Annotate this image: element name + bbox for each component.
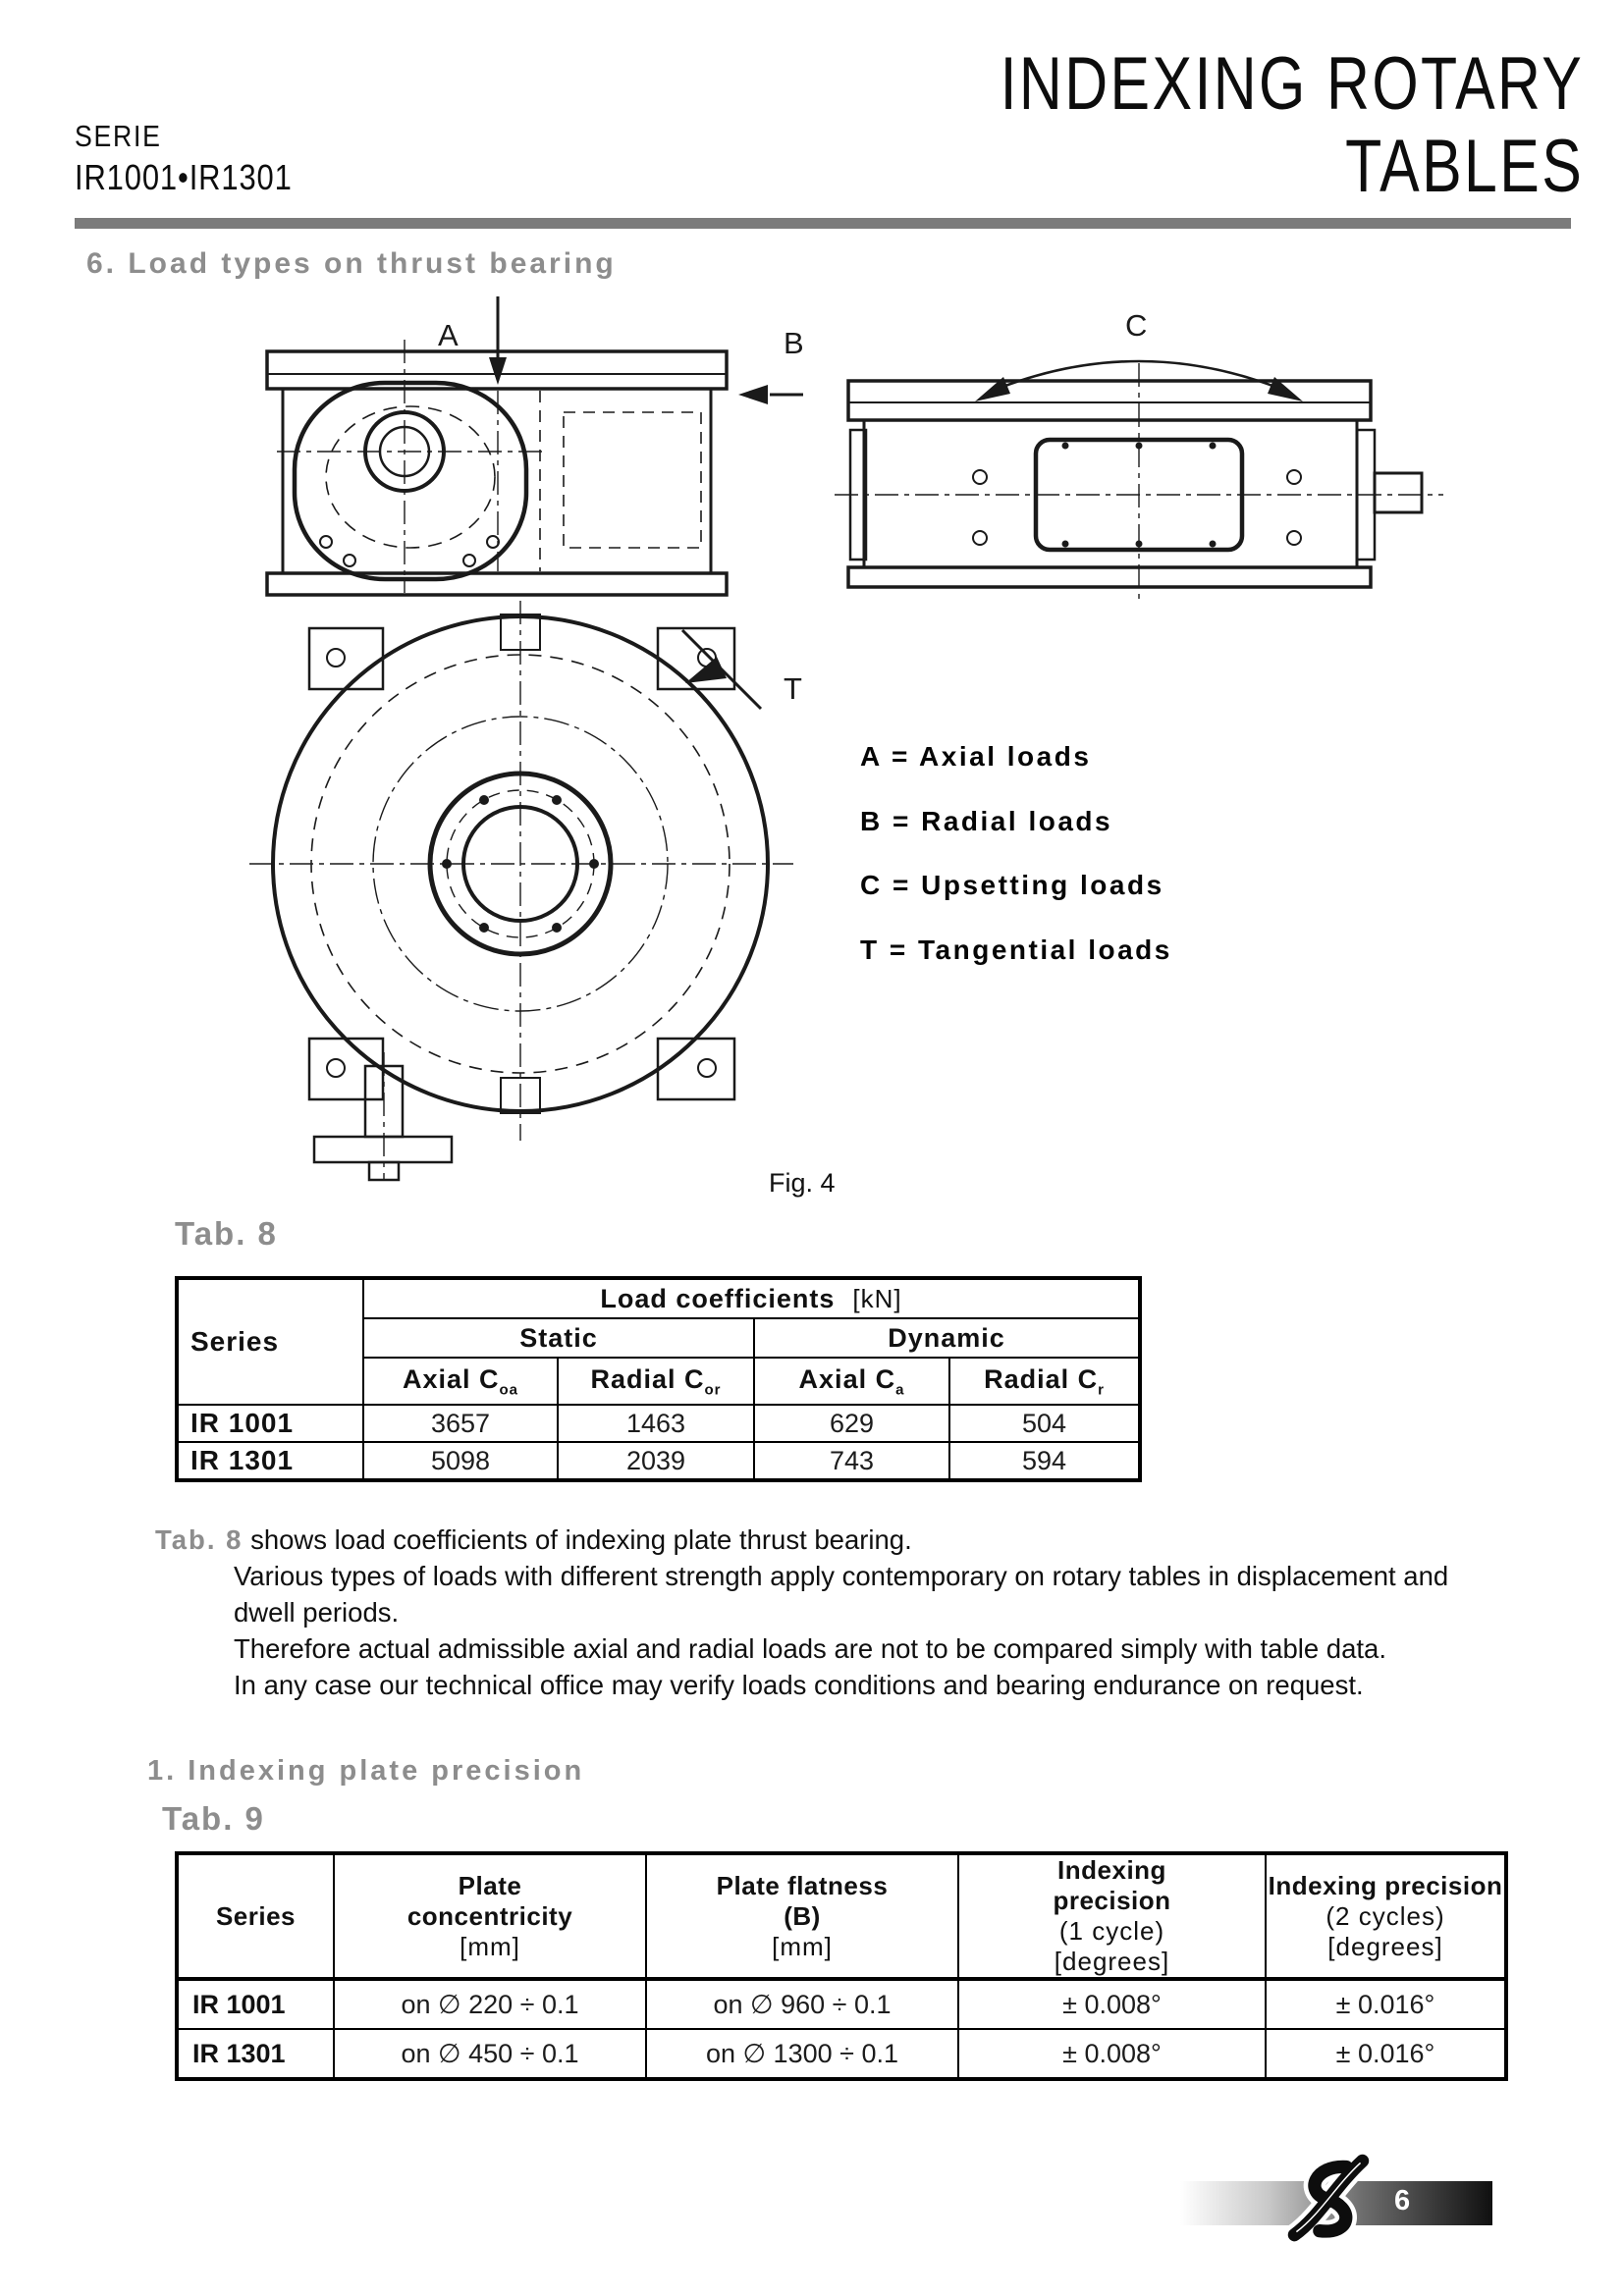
table-row-ir1301 [177, 1442, 1140, 1480]
load-coefficients-unit: [kN] [852, 1283, 902, 1313]
concentricity-cell: on ∅ 220 ÷ 0.1 [334, 1979, 646, 2029]
header-line: Indexing [1057, 1855, 1166, 1885]
brand-knot-logo-icon [1274, 2146, 1384, 2248]
col-header-axial-coa [363, 1358, 558, 1405]
col-header-base: Radial C [590, 1363, 705, 1394]
load-coefficients-table [175, 1276, 1142, 1482]
header-subline: (1 cycle) [1058, 1916, 1165, 1946]
serie-models: IR1001•IR1301 [75, 157, 293, 197]
figure-caption: Fig. 4 [769, 1168, 836, 1198]
load-label-a: A [438, 318, 459, 352]
load-label-c: C [1125, 308, 1148, 343]
note-line: Various types of loads with different strength apply contemporary on rotary tables in displacement and [234, 1561, 1449, 1591]
header-line: (B) [784, 1900, 821, 1931]
note-lead: Tab. 8 [155, 1524, 243, 1555]
col-header-base: Axial C [402, 1363, 500, 1394]
header-divider-bar [75, 218, 1571, 229]
load-coefficients-header-cell [363, 1278, 1140, 1318]
indexing-precision-table [175, 1851, 1508, 2081]
side-view-lateral [835, 363, 1443, 599]
precision2-cell: ± 0.016° [1266, 2029, 1506, 2079]
table-header-row [177, 1853, 1506, 1979]
load-label-b: B [784, 326, 804, 360]
header-unit: [mm] [460, 1931, 520, 1961]
legend-item-tangential: T = Tangential loads [860, 934, 1172, 965]
header-unit: [degrees] [1327, 1931, 1443, 1961]
header-line: Series [215, 1900, 297, 1931]
value-cell: 2039 [558, 1442, 754, 1480]
series-header-cell [177, 1278, 363, 1405]
page-number: 6 [1394, 2185, 1412, 2216]
static-group-header: Static [363, 1318, 754, 1358]
page-title [1000, 43, 1584, 208]
header-line: Plate flatness [716, 1870, 889, 1900]
col-header-base: Radial C [984, 1363, 1099, 1394]
header-line: concentricity [406, 1900, 573, 1931]
note-line: In any case our technical office may verify loads conditions and bearing endurance on request. [234, 1670, 1364, 1700]
col-header-series [177, 1853, 334, 1979]
serie-block [75, 118, 293, 200]
tab9-label: Tab. 9 [162, 1800, 265, 1837]
value-cell: 1463 [558, 1405, 754, 1442]
col-header-base: Axial C [798, 1363, 896, 1394]
series-header-label: Series [190, 1326, 280, 1357]
series-cell: IR 1301 [177, 1442, 363, 1480]
load-coefficients-title: Load coefficients [600, 1283, 836, 1313]
value-cell: 504 [949, 1405, 1140, 1442]
legend-item-upsetting: C = Upsetting loads [860, 870, 1164, 900]
table-row-ir1001 [177, 1405, 1140, 1442]
col-header-precision-1cycle [958, 1853, 1266, 1979]
dynamic-group-header: Dynamic [754, 1318, 1140, 1358]
value-cell: 5098 [363, 1442, 558, 1480]
header-subline: (2 cycles) [1325, 1900, 1445, 1931]
section-heading-indexing-precision: 1. Indexing plate precision [147, 1755, 585, 1787]
value-cell: 743 [754, 1442, 949, 1480]
note-line: dwell periods. [234, 1597, 400, 1628]
legend-item-radial: B = Radial loads [860, 805, 1113, 836]
header-unit: [mm] [772, 1931, 833, 1961]
flatness-cell: on ∅ 960 ÷ 0.1 [646, 1979, 958, 2029]
legend-item-axial: A = Axial loads [860, 741, 1092, 772]
col-header-sub: oa [499, 1381, 519, 1399]
col-header-concentricity [334, 1853, 646, 1979]
serie-label: SERIE [75, 119, 162, 153]
concentricity-cell: on ∅ 450 ÷ 0.1 [334, 2029, 646, 2079]
col-header-sub: a [895, 1381, 905, 1399]
header-line: Plate [458, 1870, 522, 1900]
fig4-technical-drawing [147, 285, 1492, 1183]
precision1-cell: ± 0.008° [958, 2029, 1266, 2079]
section-heading-load-types: 6. Load types on thrust bearing [86, 247, 617, 280]
page-title-line1: INDEXING ROTARY [1000, 42, 1584, 126]
tab8-label: Tab. 8 [175, 1215, 278, 1252]
precision2-cell: ± 0.016° [1266, 1979, 1506, 2029]
col-header-axial-ca [754, 1358, 949, 1405]
table-row-ir1001 [177, 1979, 1506, 2029]
page-title-line2: TABLES [1344, 125, 1584, 208]
load-label-t: T [784, 671, 802, 706]
precision1-cell: ± 0.008° [958, 1979, 1266, 2029]
table-row-ir1301 [177, 2029, 1506, 2079]
col-header-precision-2cycles [1266, 1853, 1506, 1979]
series-cell: IR 1001 [177, 1405, 363, 1442]
flatness-cell: on ∅ 1300 ÷ 0.1 [646, 2029, 958, 2079]
col-header-sub: or [704, 1381, 722, 1399]
header-line: Indexing precision [1268, 1870, 1503, 1900]
header-unit: [degrees] [1054, 1947, 1170, 1976]
col-header-flatness [646, 1853, 958, 1979]
col-header-radial-cor [558, 1358, 754, 1405]
note-line [155, 1522, 1549, 1558]
radial-load-arrow [738, 385, 803, 404]
top-view-plate [249, 601, 793, 1181]
value-cell: 594 [949, 1442, 1140, 1480]
header-line: precision [1053, 1886, 1171, 1915]
col-header-sub: r [1098, 1381, 1105, 1399]
series-cell: IR 1301 [177, 2029, 334, 2079]
axial-load-arrow [489, 296, 507, 385]
load-legend [860, 724, 1172, 982]
value-cell: 3657 [363, 1405, 558, 1442]
series-cell: IR 1001 [177, 1979, 334, 2029]
note-line: Therefore actual admissible axial and radial loads are not to be compared simply with table data. [234, 1633, 1386, 1664]
value-cell: 629 [754, 1405, 949, 1442]
tangential-load-arrow [682, 630, 761, 709]
col-header-radial-cr [949, 1358, 1140, 1405]
table-row [177, 1278, 1140, 1318]
note-line1-text: shows load coefficients of indexing plate thrust bearing. [250, 1524, 912, 1555]
tab8-note [155, 1522, 1549, 1703]
